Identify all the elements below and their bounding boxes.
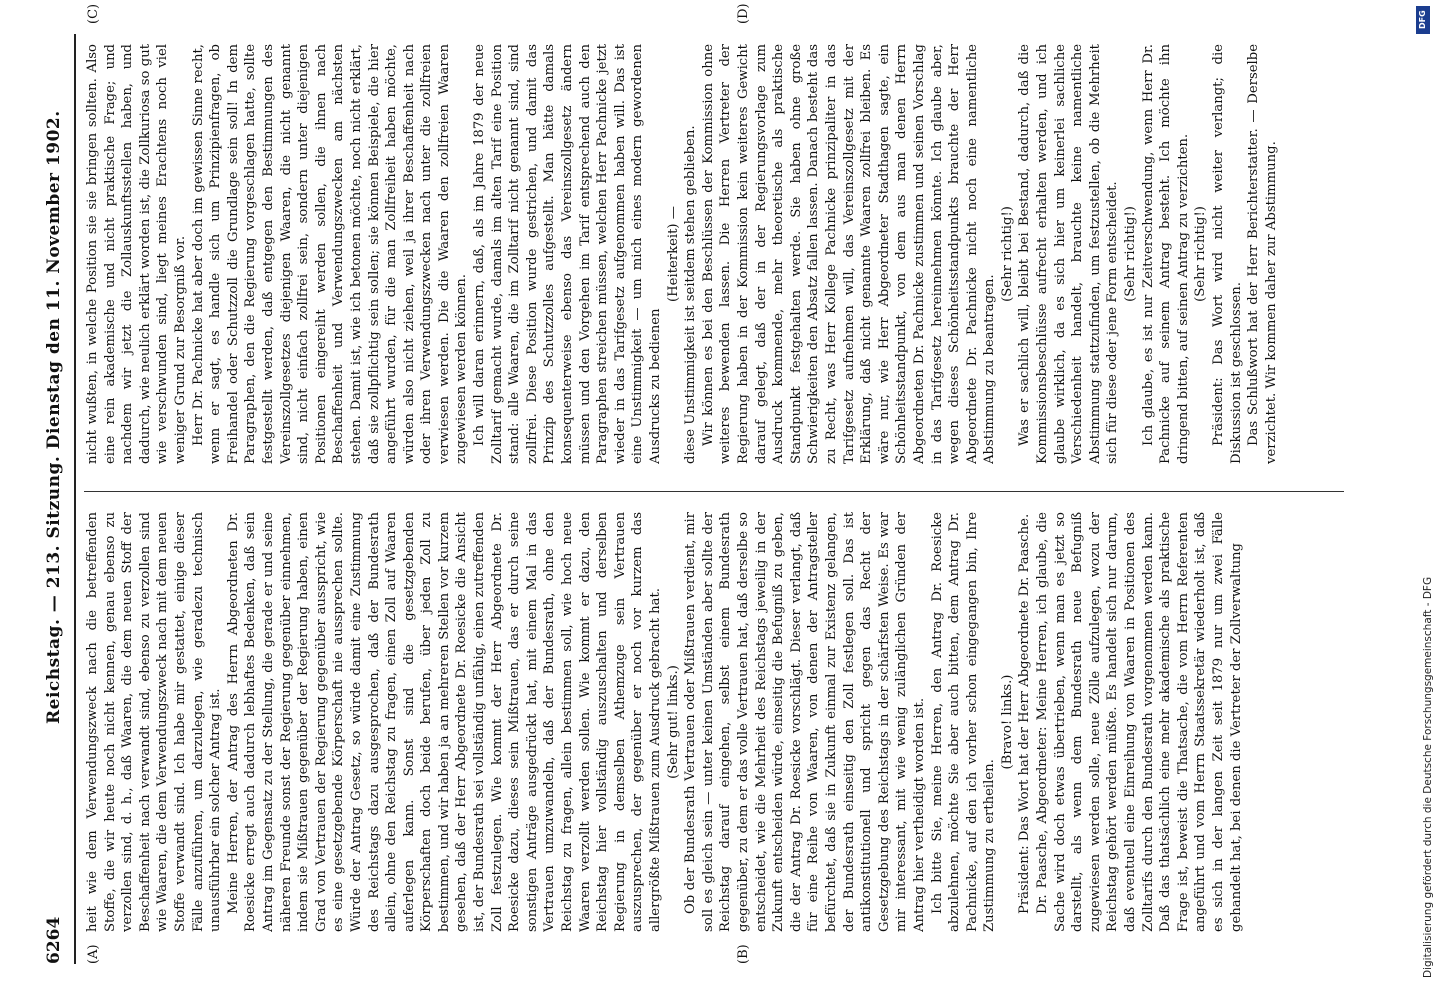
paragraph: nicht wußten, in welche Position sie sie bringen sollten. Also eine rein akademische und nicht praktische Frage; und nachdem wir jetzt die Zollauskunftsstellen haben, und dadurch, wie neulich erklärt worden ist, die Zollkuriosa so gut wie verschwunden sind, liegt meines Erachtens noch viel weniger Grund zur Besorgniß vor. <box>85 44 188 464</box>
page-number: 6264 <box>44 916 64 964</box>
page-header <box>36 34 76 964</box>
funding-note-text: Digitalisierung gefördert durch die Deutsche Forschungsgemeinschaft - DFG <box>1422 576 1434 978</box>
paragraph: Was er sachlich will, bleibt bei Bestand, dadurch, daß die Kommissionsbeschlüsse aufrecht erhalten werden, und ich glaube wirklich, da es sich hier um keinerlei sachliche Verschiedenheit handelt, brauchte keine namentliche Abstimmung stattzufinden, um festzustellen, ob die Mehrheit sich für diese oder jene Form entscheidet. <box>1017 44 1121 464</box>
header-rule <box>74 34 76 964</box>
paragraph: Präsident: Das Wort wird nicht weiter verlangt; die Diskussion ist geschlossen. <box>1211 44 1244 464</box>
paragraph: Ich will daran erinnern, daß, als im Jahre 1879 der neue Zolltarif gemacht wurde, damals im alten Tarif eine Position stand: alle Waaren, die im Zolltarif nicht genannt sind, sind zollfrei. Diese Position wurde gestrichen, und damit das Prinzip des Schutzzolles aufgestellt. Man hätte damals konsequenterweise ebenso das Vereinszollgesetz ändern müssen und den Vorgehen im Tarif entsprechend auch den Paragraphen streichen müssen, welchen Herr Pachnicke jetzt wieder in das Tarifgesetz aufgenommen haben will. Das ist eine Unstimmigkeit — um mich eines modern gewordenen Ausdrucks zu bedienen <box>472 44 663 464</box>
interjection: (Sehr richtig!) <box>999 206 1015 302</box>
text-column-right <box>84 44 1344 464</box>
margin-marker-d: (D) <box>736 3 751 24</box>
paragraph: Präsident: Das Wort hat der Herr Abgeordnete Dr. Paasche. <box>1017 513 1033 914</box>
dfg-logo: DFG <box>1416 6 1430 34</box>
paragraph: Dr. Paasche, Abgeordneter: Meine Herren, ich glaube, die Sache wird doch etwas übertrieben, wenn man es jetzt so darstellt, als wenn dem Bundesrath neue Befugniß zugewiesen werden solle, neue Zölle aufzulegen, wozu der Reichstag gehört werden müßte. Es handelt sich nur darum, daß eventuell eine Einreihung von Waaren in Positionen des Zolltarifs durch den Bundesrath vorgenommen werden kann. Daß das thatsächlich eine mehr akademische als praktische Frage ist, beweist die Thatsache, die vom Herrn Referenten angeführt und vom Herrn Staatssekretär wiederholt ist, daß es sich in der langen Zeit seit 1879 nur um zwei Fälle gehandelt hat, bei denen die Vertreter der Zollverwaltung <box>1035 512 1244 932</box>
page-title: Reichstag. — 213. Sitzung. Dienstag den 11. November 1902. <box>44 110 64 724</box>
interjection: (Bravo! links.) <box>999 674 1015 770</box>
column-divider <box>84 491 1344 492</box>
paragraph: Ob der Bundesrath Vertrauen oder Mißtrauen verdient, mir soll es gleich sein — unter keinen Umständen aber sollte der Reichstag darauf eingehen, selbst einem Bundesrath gegenüber, zu dem er das volle Vertrauen hat, daß derselbe so entscheidet, wie die Mehrheit des Reichstags jeweilig in der Zukunft entscheiden würde, einseitig die Befugniß zu geben, die der Antrag Dr. Roesicke vorschlägt. Dieser verlangt, daß für eine Reihe von Waaren, von denen der Antragsteller befürchtet, daß sie in Zukunft einmal zur Existenz gelangen, der Bundesrath einseitig den Zoll festlegen soll. Das ist antikonstitutionell und spricht gegen das Recht der Gesetzgebung des Reichstags in der schärfsten Weise. Es war mir interessant, mit wie wenig zulänglichen Gründen der Antrag hier vertheidigt worden ist. <box>683 512 927 932</box>
margin-marker-c: (C) <box>86 3 101 24</box>
interjection: (Sehr richtig!) <box>1123 206 1139 302</box>
margin-marker-a: (A) <box>86 944 101 964</box>
paragraph: Wir können es bei den Beschlüssen der Kommission ohne weiteres bewenden lassen. Die Herren Vertreter der Regierung haben in der Kommission kein weiteres Gewicht darauf gelegt, daß der in der Regierungsvorlage zum Ausdruck kommende, mehr theoretische als praktische Standpunkt festgehalten werde. Sie haben ohne große Schwierigkeiten den Absatz fallen lassen. Danach besteht das zu Recht, was Herr Kollege Pachnicke prinzipaliter in das Tarifgesetz aufnehmen will, das Vereinszollgesetz mit der Erklärung, daß nicht genannte Waaren zollfrei bleiben. Es wäre nur, wie Herr Abgeordneter Stadthagen sagte, ein Schönheitsstandpunkt, von dem aus man denen Herrn Abgeordneten Dr. Pachnicke zustimmen und seinen Vorschlag in das Tarifgesetz hereinnehmen könnte. Ich glaube aber, wegen dieses Schönheitsstandpunkts brauchte der Herr Abgeordnete Dr. Pachnicke nicht noch eine namentliche Abstimmung zu beantragen. <box>700 44 998 464</box>
funding-note <box>1410 18 1434 978</box>
newspaper-sheet <box>36 0 1376 964</box>
paragraph: Herr Dr. Pachnicke hat aber doch im gewissen Sinne recht, wenn er sagt, es handle sich um Prinzipienfragen, ob Freihandel oder Schutzzoll die Grundlage sein soll! In dem Paragraphen, den die Regierung vorgeschlagen hatte, sollte festgestellt werden, daß entgegen den Bestimmungen des Vereinszollgesetzes diejenigen Waaren, die nicht genannt sind, nicht einfach zollfrei sein, sondern unter diejenigen Positionen eingereiht werden sollen, die ihnen nach Beschaffenheit und Verwendungszwecken am nächsten stehen. Damit ist, wie ich betonen möchte, noch nicht erklärt, daß sie zollpflichtig sein sollen; sie können Beispiele, die hier angeführt wurden, für die man Zollfreiheit haben möchte, würden also nicht ziehen, weil ja ihrer Beschaffenheit nach oder ihren Verwendungszwecken nach unter die zollfreien verwiesen werden. Die die Waaren den zollfreien Waaren zugewiesen werden können. <box>190 44 470 464</box>
interjection: (Sehr richtig!) <box>1193 206 1209 302</box>
text-column-left <box>84 512 1344 932</box>
paragraph: Das Schlußwort hat der Herr Berichterstatter. — Derselbe verzichtet. Wir kommen daher zur Abstimmung. <box>1246 44 1279 464</box>
margin-marker-b: (B) <box>736 944 751 964</box>
paragraph: Ich glaube, es ist nur Zeitverschwendung, wenn Herr Dr. Pachnicke auf seinem Antrag besteht. Ich möchte ihn dringend bitten, auf seinen Antrag zu verzichten. <box>1140 44 1191 464</box>
paragraph: heit wie dem Verwendungszweck nach die betreffenden Stoffe, die wir heute noch nicht kennen, genau ebenso zu verzollen sind, d. h., daß Waaren, die dem neuen Stoff der Beschaffenheit nach verwandt sind, ebenso zu verzollen sind wie Waaren, die dem Verwendungszweck nach mit dem neuen Stoffe verwandt sind. Ich habe mir gestattet, einige dieser Fälle anzuführen, um darzulegen, wie geradezu technisch unausführbar ein solcher Antrag ist. <box>85 512 224 932</box>
interjection: (Heiterkeit) — <box>665 206 681 302</box>
paragraph: Ich bitte Sie, meine Herren, den Antrag Dr. Roesicke abzulehnen, möchte Sie aber auch bitten, dem Antrag Dr. Pachnicke, auf den ich vorher schon eingegangen bin, Ihre Zustimmung zu ertheilen. <box>929 512 998 932</box>
paragraph: Meine Herren, der Antrag des Herrn Abgeordneten Dr. Roesicke erregt auch dadurch lebhaftes Bedenken, daß sein Antrag im Gegensatz zu der Stellung, die gerade er und seine näheren Freunde sonst der Regierung gegenüber einnehmen, indem sie Mißtrauen gegenüber der Regierung haben, einen Grad von Vertrauen der Regierung gegenüber ausspricht, wie es eine gesetzgebende Körperschaft nie aussprechen sollte. Würde der Antrag Gesetz, so würde damit eine Zustimmung des Reichstags dazu ausgesprochen, daß der Bundesrath allein, ohne den Reichstag zu fragen, einen Zoll auf Waaren auferlegen kann. Sonst sind die gesetzgebenden Körperschaften doch beide berufen, über jeden Zoll zu bestimmen, und wir haben ja an mehreren Stellen vor kurzem gesehen, daß der Herr Abgeordnete Dr. Roesicke die Ansicht ist, der Bundesrath sei vollständig unfähig, einen zutreffenden Zoll festzulegen. Wie kommt der Herr Abgeordnete Dr. Roesicke dazu, dieses sein Mißtrauen, das er durch seine sonstigen Anträge ausgedrückt hat, mit einem Mal in das Vertrauen umzuwandeln, daß der Bundesrath, ohne den Reichstag zu fragen, allein bestimmen soll, wie hoch neue Waaren verzollt werden sollen. Wie kommt er dazu, den Reichstag hier vollständig auszuschalten und derselben Regierung in demselben Athemzuge sein Vertrauen auszusprechen, der gegenüber er noch vor kurzem das allergrößte Mißtrauen zum Ausdruck gebracht hat. <box>225 512 663 932</box>
interjection: (Sehr gut! links.) <box>665 665 681 779</box>
paragraph: diese Unstimmigkeit ist seitdem stehen geblieben. <box>683 125 699 464</box>
